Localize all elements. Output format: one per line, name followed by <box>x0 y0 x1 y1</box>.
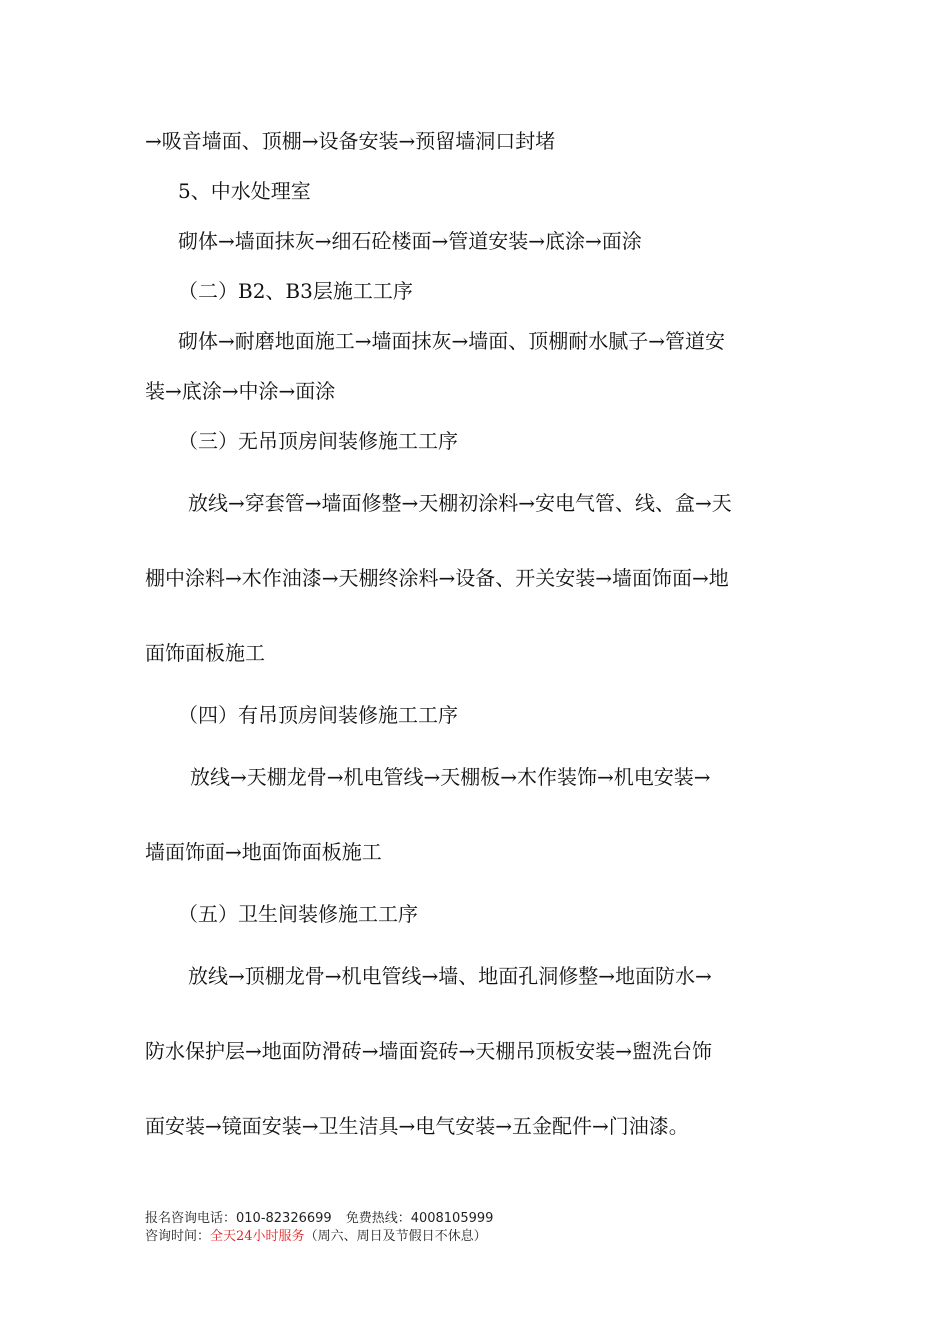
time-label: 咨询时间： <box>145 1229 211 1244</box>
section-heading: 5、中水处理室 <box>178 179 311 203</box>
phone-number: 010-82326699 <box>236 1211 332 1226</box>
hotline-number: 4008105999 <box>410 1211 494 1226</box>
text-line: 面安装→镜面安装→卫生洁具→电气安装→五金配件→门油漆。 <box>145 1114 689 1138</box>
phone-label: 报名咨询电话： <box>145 1211 237 1226</box>
text-line: →吸音墙面、顶棚→设备安装→预留墙洞口封堵 <box>145 129 556 153</box>
hotline-label: 免费热线： <box>345 1211 411 1226</box>
time-note: （周六、周日及节假日不休息） <box>304 1229 487 1244</box>
section-heading: （二）B2、B3层施工工序 <box>178 279 413 303</box>
text-line: 放线→穿套管→墙面修整→天棚初涂料→安电气管、线、盒→天 <box>188 491 732 515</box>
text-line: 放线→顶棚龙骨→机电管线→墙、地面孔洞修整→地面防水→ <box>188 964 712 988</box>
section-heading: （五）卫生间装修施工工序 <box>178 902 418 926</box>
section-heading: （三）无吊顶房间装修施工工序 <box>178 429 458 453</box>
text-line: 墙面饰面→地面饰面板施工 <box>145 840 382 864</box>
text-line: 防水保护层→地面防滑砖→墙面瓷砖→天棚吊顶板安装→盥洗台饰 <box>145 1039 713 1063</box>
text-line: 装→底涂→中涂→面涂 <box>145 379 336 403</box>
time-highlight: 全天24小时服务 <box>210 1229 305 1244</box>
text-line: 放线→天棚龙骨→机电管线→天棚板→木作装饰→机电安装→ <box>190 765 711 789</box>
footer-contact <box>145 1211 493 1227</box>
footer-hours <box>145 1229 487 1245</box>
text-line: 棚中涂料→木作油漆→天棚终涂料→设备、开关安装→墙面饰面→地 <box>145 566 729 590</box>
text-line: 面饰面板施工 <box>145 641 265 665</box>
text-line: 砌体→耐磨地面施工→墙面抹灰→墙面、顶棚耐水腻子→管道安 <box>178 329 726 353</box>
text-line: 砌体→墙面抹灰→细石砼楼面→管道安装→底涂→面涂 <box>178 229 642 253</box>
section-heading: （四）有吊顶房间装修施工工序 <box>178 703 458 727</box>
